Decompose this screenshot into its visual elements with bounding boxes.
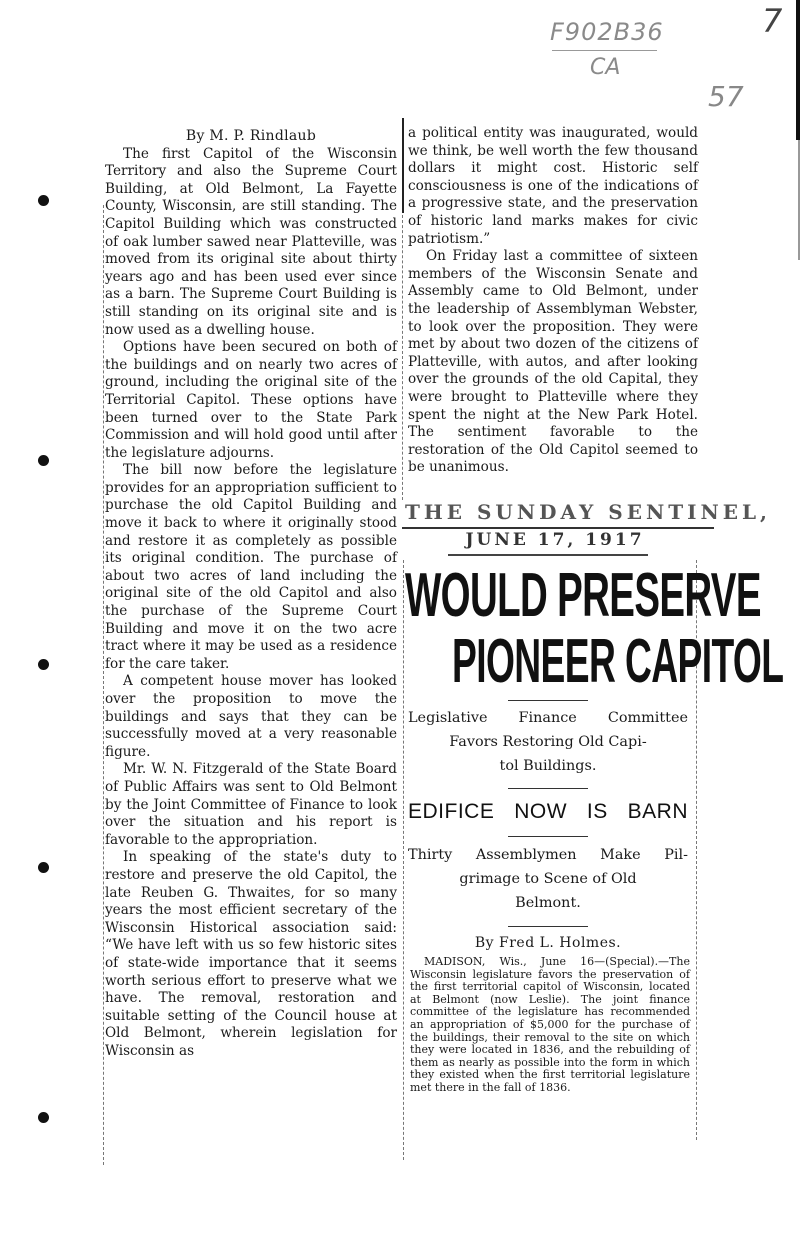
accession-number: F902B36	[550, 18, 664, 46]
scan-edge	[796, 0, 800, 140]
deck-1-line-3: tol Buildings.	[499, 758, 597, 774]
subhead-word: IS	[586, 800, 608, 823]
article-paragraph: On Friday last a committee of sixteen members of the Wisconsin Senate and Assembly came to Old Belmont, under the leadership of Assemblyman Webster, to look over the proposition. They were met by about two dozen of the citizens of Platteville, with autos, and after looking over the grounds of the old Capital, they were brought to Platteville where they spent the night at the New Park Hotel. The sentiment favorable to the restoration of the Old Capitol seemed to be unanimous.	[408, 248, 698, 476]
clipping-story	[410, 956, 690, 1095]
headline-line-1: WOULD PRESERVE	[405, 561, 761, 630]
clipping-byline: By Fred L. Holmes.	[474, 935, 622, 951]
article-paragraph: A competent house mover has looked over the proposition to move the buildings and says that they can be successfully moved at a very reasonable figure.	[105, 673, 397, 760]
deck-2-line-2: grimage to Scene of Old	[459, 871, 637, 887]
page-mark: 7	[762, 2, 783, 40]
page-number: 57	[708, 80, 744, 113]
article-paragraph: The bill now before the legislature provides for an appropriation sufficient to purchase the old Capitol Building and move it back to where it originally stood and restore it as completely as possible its original condition. The purchase of about two acres of land including the original site of the old Capitol and also the purchase of the Supreme Court Building and move it on the two acre tract where it may be used as a residence for the care taker.	[105, 462, 397, 672]
headline-line-2: PIONEER CAPITOL	[452, 627, 784, 696]
deck-1-line-2: Favors Restoring Old Capi-	[449, 734, 647, 750]
subheadline	[408, 800, 688, 824]
column-rule-divider	[403, 560, 404, 1160]
deck-2-line-3: Belmont.	[515, 895, 581, 911]
article-paragraph: Mr. W. N. Fitzgerald of the State Board of Public Affairs was sent to Old Belmont by the Joint Committee of Finance to look over the situation and his report is favorable to the appropriation.	[105, 761, 397, 848]
column-rule-divider	[402, 215, 403, 500]
dateline: JUNE 17, 1917	[465, 530, 645, 550]
deck-word: Pil-	[664, 847, 688, 863]
article-paragraph: Options have been secured on both of the buildings and on nearly two acres of ground, including the original site of the Territorial Capitol. These options have been turned over to the State Park Commission and will hold good until after the legislature adjourns.	[105, 339, 397, 461]
deck-word: Finance	[518, 710, 577, 726]
deck-word: Make	[600, 847, 641, 863]
punch-hole	[38, 455, 49, 466]
punch-hole	[38, 659, 49, 670]
dateline-rule	[448, 554, 648, 556]
deck-1	[408, 706, 688, 778]
deck-word: Assemblymen	[475, 847, 577, 863]
section-rule	[508, 700, 588, 701]
collection-code: CA	[590, 55, 621, 80]
column-rule-left	[103, 205, 104, 1165]
subhead-word: BARN	[627, 800, 688, 823]
column-rule-divider	[402, 118, 404, 213]
deck-word: Committee	[607, 710, 688, 726]
punch-hole	[38, 862, 49, 873]
accession-underline	[552, 50, 657, 51]
deck-word: Legislative	[408, 710, 488, 726]
byline: By M. P. Rindlaub	[185, 128, 317, 144]
deck-1-line-1	[408, 706, 688, 730]
punch-hole	[38, 195, 49, 206]
section-rule	[508, 926, 588, 927]
story-paragraph: MADISON, Wis., June 16—(Special).—The Wisconsin legislature favors the preservation of the first territorial capitol of Wisconsin, located at Belmont (now Leslie). The joint finance committee of the legislature has recommended an appropriation of $5,000 for the purchase of the buildings, their removal to the site on which they were located in 1836, and the rebuilding of them as nearly as possible into the form in which they existed when the first territorial legislature met there in the fall of 1836.	[410, 955, 690, 1094]
punch-hole	[38, 1112, 49, 1123]
article-column-left	[105, 128, 397, 1060]
subhead-word: EDIFICE	[408, 800, 495, 823]
deck-2-line-1	[408, 843, 688, 867]
subhead-word: NOW	[514, 800, 568, 823]
section-rule	[508, 788, 588, 789]
article-paragraph: In speaking of the state's duty to restore and preserve the old Capitol, the late Reuben G. Thwaites, for so many years the most efficient secretary of the Wisconsin Historical association said: “We have left with us so few historic sites of state-wide importance that it seems worth serious effort to preserve what we have. The removal, restoration and suitable setting of the Council house at Old Belmont, wherein legislation for Wisconsin as	[105, 849, 397, 1059]
section-rule	[508, 836, 588, 837]
masthead-rule	[402, 527, 714, 529]
deck-2	[408, 843, 688, 915]
article-paragraph: The first Capitol of the Wisconsin Territory and also the Supreme Court Building, at Old Belmont, La Fayette County, Wisconsin, are still standing. The Capitol Building which was constructed of oak lumber sawed near Platteville, was moved from its original site about thirty years ago and has been used ever since as a barn. The Supreme Court Building is still standing on its original site and is now used as a dwelling house.	[105, 145, 397, 338]
article-paragraph: a political entity was inaugurated, would we think, be well worth the few thousand dollars it might cost. Historic self consciousness is one of the indications of a progressive state, and the preservation of historic land marks makes for civic patriotism.”	[408, 125, 698, 247]
newspaper-masthead: THE SUNDAY SENTINEL,	[405, 500, 772, 524]
article-column-right	[408, 125, 698, 477]
deck-word: Thirty	[408, 847, 453, 863]
